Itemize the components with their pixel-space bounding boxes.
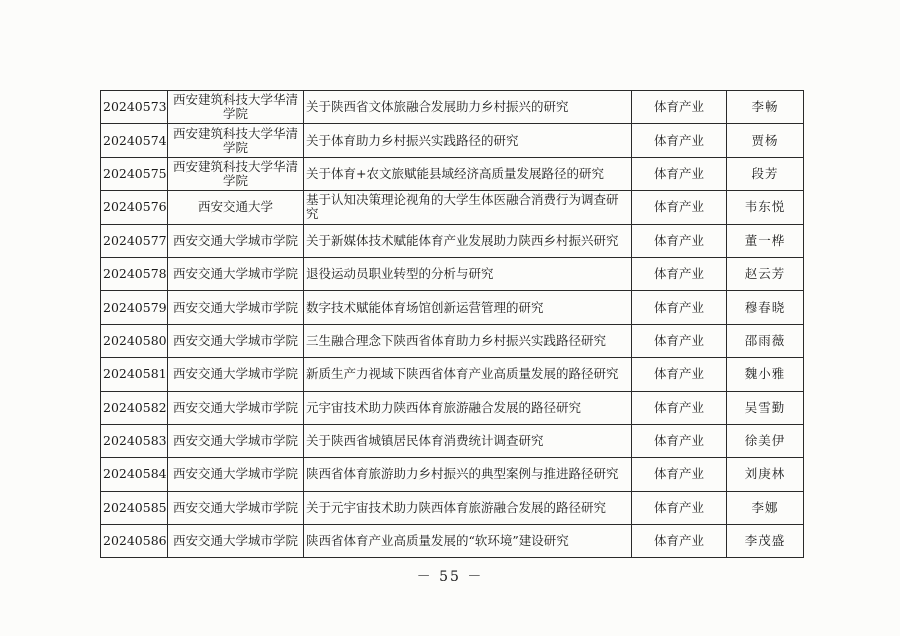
category-cell: 体育产业 [632,91,727,124]
project-id-cell: 20240586 [101,525,168,558]
table-row [101,358,804,391]
table-row [101,391,804,424]
project-title-cell: 退役运动员职业转型的分析与研究 [304,257,632,290]
category-cell: 体育产业 [632,358,727,391]
applicant-name-cell: 刘庚林 [727,458,804,491]
category-cell: 体育产业 [632,424,727,457]
project-title-cell: 关于体育+农文旅赋能县域经济高质量发展路径的研究 [304,157,632,190]
school-cell: 西安交通大学城市学院 [168,525,304,558]
school-cell: 西安建筑科技大学华清学院 [168,91,304,124]
applicant-name-cell: 贾杨 [727,124,804,157]
category-cell: 体育产业 [632,525,727,558]
category-cell: 体育产业 [632,491,727,524]
project-id-cell: 20240583 [101,424,168,457]
table-body [101,91,804,558]
project-id-cell: 20240579 [101,291,168,324]
table-row [101,91,804,124]
project-id-cell: 20240573 [101,91,168,124]
category-cell: 体育产业 [632,324,727,357]
project-title-cell: 基于认知决策理论视角的大学生体医融合消费行为调查研究 [304,191,632,224]
applicant-name-cell: 穆春晓 [727,291,804,324]
category-cell: 体育产业 [632,157,727,190]
category-cell: 体育产业 [632,291,727,324]
applicant-name-cell: 段芳 [727,157,804,190]
table-row [101,191,804,224]
school-cell: 西安交通大学城市学院 [168,491,304,524]
project-title-cell: 关于陕西省城镇居民体育消费统计调查研究 [304,424,632,457]
applicant-name-cell: 李畅 [727,91,804,124]
table-row [101,157,804,190]
table-row [101,525,804,558]
school-cell: 西安交通大学城市学院 [168,458,304,491]
project-id-cell: 20240582 [101,391,168,424]
project-title-cell: 数字技术赋能体育场馆创新运营管理的研究 [304,291,632,324]
category-cell: 体育产业 [632,224,727,257]
school-cell: 西安建筑科技大学华清学院 [168,157,304,190]
applicant-name-cell: 赵云芳 [727,257,804,290]
applicant-name-cell: 吴雪勤 [727,391,804,424]
project-title-cell: 新质生产力视域下陕西省体育产业高质量发展的路径研究 [304,358,632,391]
project-title-cell: 关于新媒体技术赋能体育产业发展助力陕西乡村振兴研究 [304,224,632,257]
category-cell: 体育产业 [632,391,727,424]
school-cell: 西安建筑科技大学华清学院 [168,124,304,157]
school-cell: 西安交通大学城市学院 [168,224,304,257]
category-cell: 体育产业 [632,257,727,290]
project-title-cell: 陕西省体育旅游助力乡村振兴的典型案例与推进路径研究 [304,458,632,491]
page-number: － 55 － [416,569,484,585]
project-id-cell: 20240574 [101,124,168,157]
project-title-cell: 陕西省体育产业高质量发展的“软环境”建设研究 [304,525,632,558]
applicant-name-cell: 韦东悦 [727,191,804,224]
project-id-cell: 20240584 [101,458,168,491]
applicant-name-cell: 魏小雅 [727,358,804,391]
project-title-cell: 元宇宙技术助力陕西体育旅游融合发展的路径研究 [304,391,632,424]
table-row [101,224,804,257]
table-row [101,458,804,491]
project-id-cell: 20240581 [101,358,168,391]
project-title-cell: 关于元宇宙技术助力陕西体育旅游融合发展的路径研究 [304,491,632,524]
project-id-cell: 20240580 [101,324,168,357]
project-id-cell: 20240576 [101,191,168,224]
school-cell: 西安交通大学城市学院 [168,391,304,424]
project-id-cell: 20240575 [101,157,168,190]
category-cell: 体育产业 [632,191,727,224]
project-list-table [100,90,804,558]
applicant-name-cell: 李娜 [727,491,804,524]
applicant-name-cell: 李茂盛 [727,525,804,558]
category-cell: 体育产业 [632,458,727,491]
table-row [101,257,804,290]
project-id-cell: 20240585 [101,491,168,524]
school-cell: 西安交通大学城市学院 [168,424,304,457]
table-row [101,491,804,524]
table-row [101,124,804,157]
school-cell: 西安交通大学城市学院 [168,257,304,290]
applicant-name-cell: 徐美伊 [727,424,804,457]
school-cell: 西安交通大学 [168,191,304,224]
project-title-cell: 三生融合理念下陕西省体育助力乡村振兴实践路径研究 [304,324,632,357]
school-cell: 西安交通大学城市学院 [168,291,304,324]
school-cell: 西安交通大学城市学院 [168,358,304,391]
project-title-cell: 关于陕西省文体旅融合发展助力乡村振兴的研究 [304,91,632,124]
project-id-cell: 20240578 [101,257,168,290]
table-row [101,291,804,324]
category-cell: 体育产业 [632,124,727,157]
project-id-cell: 20240577 [101,224,168,257]
table-row [101,324,804,357]
project-title-cell: 关于体育助力乡村振兴实践路径的研究 [304,124,632,157]
applicant-name-cell: 邵雨薇 [727,324,804,357]
table-row [101,424,804,457]
applicant-name-cell: 董一桦 [727,224,804,257]
school-cell: 西安交通大学城市学院 [168,324,304,357]
